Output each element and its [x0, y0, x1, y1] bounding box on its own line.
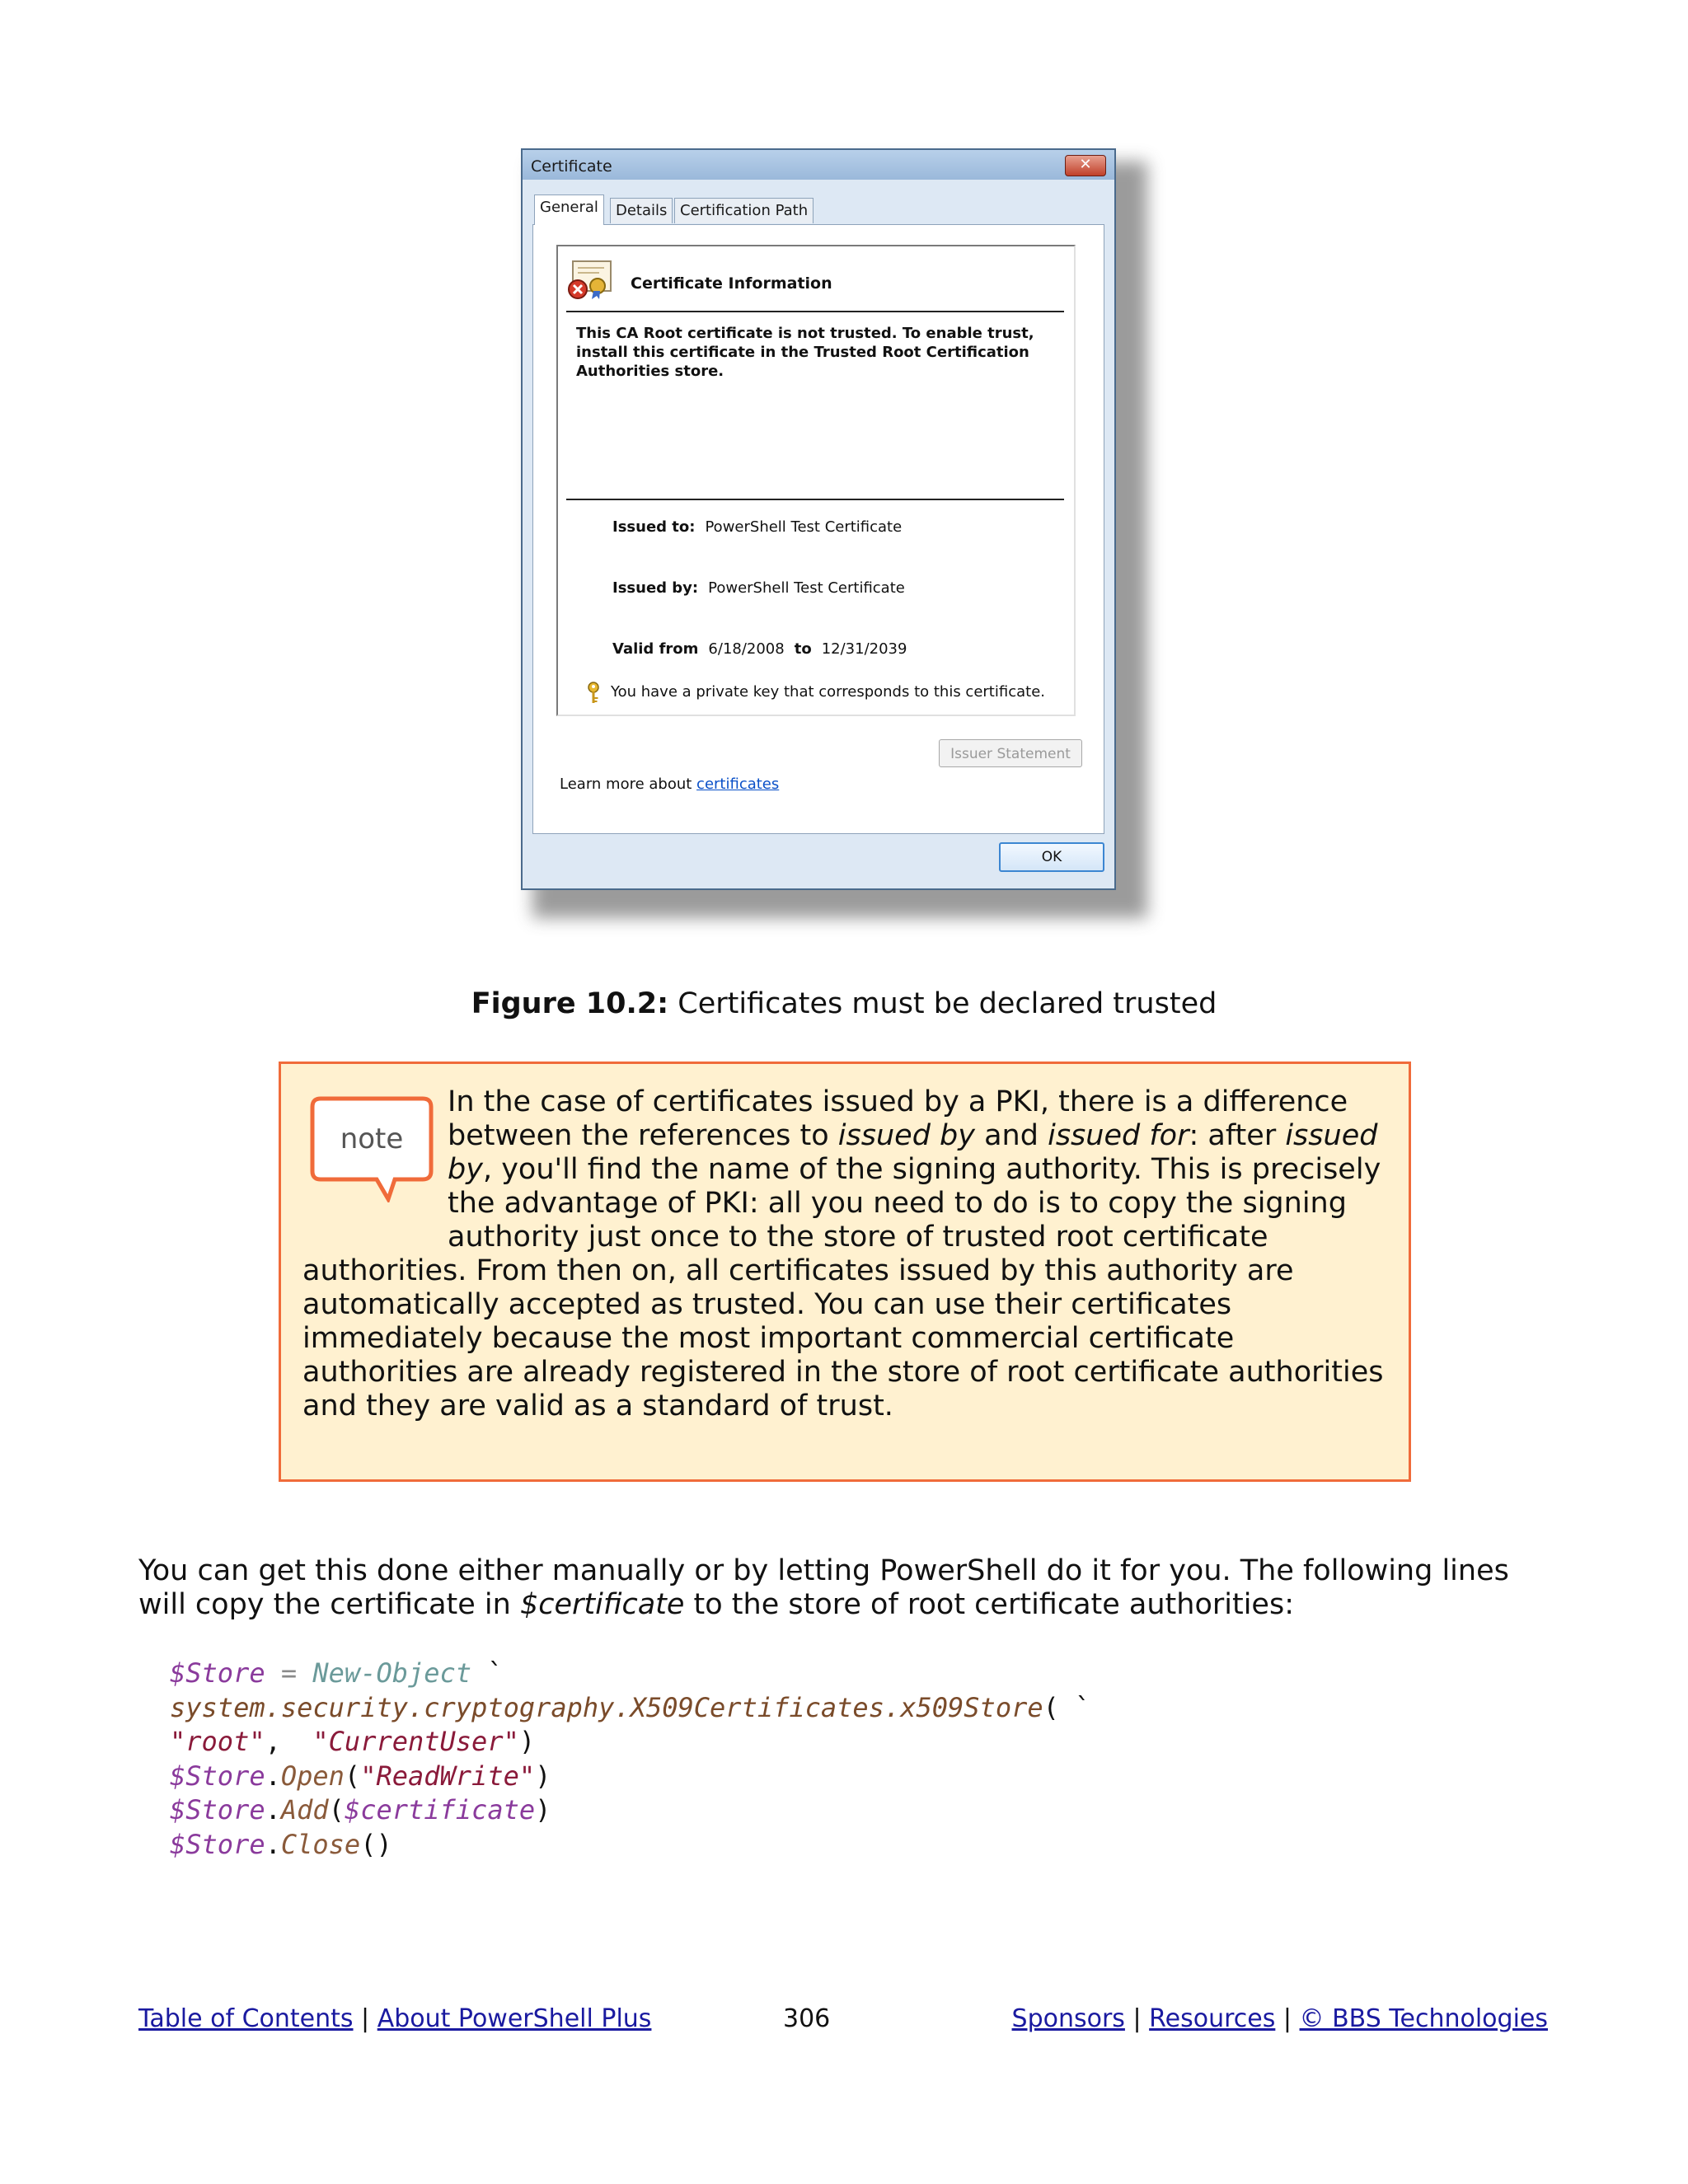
code-punct: (: [328, 1794, 345, 1826]
tab-general[interactable]: General: [534, 194, 604, 225]
variable-name: $certificate: [519, 1588, 685, 1621]
note-text: [302, 1085, 1390, 1423]
valid-from-label: Valid from: [612, 640, 699, 658]
dialog-titlebar: [523, 150, 1114, 180]
code-method: Add: [280, 1794, 329, 1826]
figure-caption: [0, 987, 1688, 1020]
footer-separator: |: [353, 2004, 377, 2033]
code-method: Open: [280, 1760, 345, 1792]
about-powershell-plus-link[interactable]: About PowerShell Plus: [377, 2004, 652, 2033]
footer-left: [138, 2004, 651, 2033]
note-emphasis: issued by: [837, 1119, 975, 1152]
sponsors-link[interactable]: Sponsors: [1011, 2004, 1125, 2033]
issued-by-label: Issued by:: [612, 579, 699, 597]
close-button[interactable]: [1065, 155, 1106, 176]
learn-more-text: Learn more about: [560, 776, 692, 793]
note-text-part: In the case of certificates issued by a PKI, there is a difference between the references to: [448, 1085, 1348, 1152]
note-emphasis: issued by: [448, 1119, 1378, 1186]
code-string: "ReadWrite": [360, 1760, 536, 1792]
code-operator: =: [265, 1657, 313, 1689]
note-text-part: and: [974, 1119, 1048, 1152]
ok-button[interactable]: OK: [999, 842, 1104, 872]
divider: [566, 499, 1064, 500]
certificate-dialog: [521, 148, 1116, 890]
code-string: "CurrentUser": [312, 1726, 519, 1758]
code-line: [170, 1657, 1090, 1691]
code-variable: $Store: [170, 1657, 265, 1689]
code-punct: .: [265, 1794, 281, 1826]
note-text-part: , you'll find the name of the signing authority. This is precisely the advantage of PKI: all you need to do is to copy the signing authority just once to the store of trusted root certificate authorities. From then on, all certificates issued by this authority are automatically accepted as trusted. You can use their certificates immediately because the most important commercial certificate authorities are already registered in the store of root certificate authorities and they are valid as a standard of trust.: [302, 1153, 1384, 1422]
page-number: 306: [783, 2004, 831, 2033]
valid-to-value: 12/31/2039: [821, 640, 907, 658]
key-icon: [586, 682, 601, 705]
code-punct: ,: [265, 1726, 313, 1758]
certificate-info-box: [556, 245, 1076, 716]
tab-details[interactable]: Details: [610, 198, 673, 223]
code-punct: ): [535, 1760, 551, 1792]
code-punct: (: [344, 1760, 361, 1792]
body-text: You can get this done either manually or by letting PowerShell do it for you. The following lines will copy the certificate in: [138, 1554, 1509, 1621]
body-paragraph: [138, 1554, 1556, 1622]
code-variable: $Store: [170, 1794, 265, 1826]
code-string: "root": [170, 1726, 265, 1758]
bbs-technologies-link[interactable]: © BBS Technologies: [1299, 2004, 1548, 2033]
code-variable: $Store: [170, 1828, 265, 1860]
certificates-link[interactable]: certificates: [696, 776, 780, 793]
general-panel: [532, 224, 1104, 834]
body-text: to the store of root certificate authorities:: [684, 1588, 1294, 1621]
dialog-title: Certificate: [531, 157, 612, 176]
figure-caption-text: Certificates must be declared trusted: [678, 987, 1217, 1020]
code-line: [170, 1725, 1090, 1760]
info-heading: Certificate Information: [631, 274, 832, 293]
issued-to-value: PowerShell Test Certificate: [705, 518, 903, 536]
certificate-untrusted-icon: [566, 260, 616, 301]
resources-link[interactable]: Resources: [1149, 2004, 1276, 2033]
code-line: [170, 1793, 1090, 1828]
valid-from-value: 6/18/2008: [708, 640, 785, 658]
code-block: [170, 1657, 1090, 1863]
code-variable: $Store: [170, 1760, 265, 1792]
code-punct: .: [265, 1828, 281, 1860]
table-of-contents-link[interactable]: Table of Contents: [138, 2004, 354, 2033]
divider: [566, 311, 1064, 312]
issued-by-value: PowerShell Test Certificate: [708, 579, 905, 597]
issuer-statement-button[interactable]: Issuer Statement: [939, 739, 1082, 767]
issued-to-row: [612, 518, 902, 536]
code-variable: $certificate: [344, 1794, 536, 1826]
code-punct: `: [471, 1657, 504, 1689]
code-punct: ): [518, 1726, 536, 1758]
private-key-note: You have a private key that corresponds to this certificate.: [611, 683, 1045, 701]
code-line: [170, 1691, 1090, 1726]
code-line: [170, 1828, 1090, 1863]
note-text-part: : after: [1189, 1119, 1286, 1152]
code-punct: (): [360, 1828, 392, 1860]
code-punct: ( `: [1043, 1691, 1091, 1723]
tab-certification-path[interactable]: Certification Path: [674, 198, 814, 223]
note-emphasis: issued for: [1048, 1119, 1189, 1152]
trust-warning: This CA Root certificate is not trusted. To enable trust, install this certificate in the Trusted Root Certification Authorities store.: [576, 325, 1034, 380]
code-line: [170, 1760, 1090, 1794]
close-icon: ✕: [1079, 156, 1092, 173]
code-punct: .: [265, 1760, 281, 1792]
code-type: system.security.cryptography.X509Certificates.x509Store: [170, 1691, 1043, 1723]
issued-to-label: Issued to:: [612, 518, 696, 536]
code-cmdlet: New-Object: [312, 1657, 472, 1689]
valid-to-label: to: [794, 640, 812, 658]
validity-row: [612, 640, 907, 658]
code-method: Close: [280, 1828, 361, 1860]
learn-more: [560, 776, 779, 793]
figure-label: Figure 10.2:: [471, 987, 669, 1020]
footer-right: [1012, 2004, 1548, 2033]
note-box: [279, 1062, 1411, 1482]
footer-separator: |: [1124, 2004, 1150, 2033]
code-punct: ): [535, 1794, 551, 1826]
issued-by-row: [612, 579, 905, 597]
note-badge-text: note: [340, 1122, 404, 1155]
footer-separator: |: [1275, 2004, 1300, 2033]
